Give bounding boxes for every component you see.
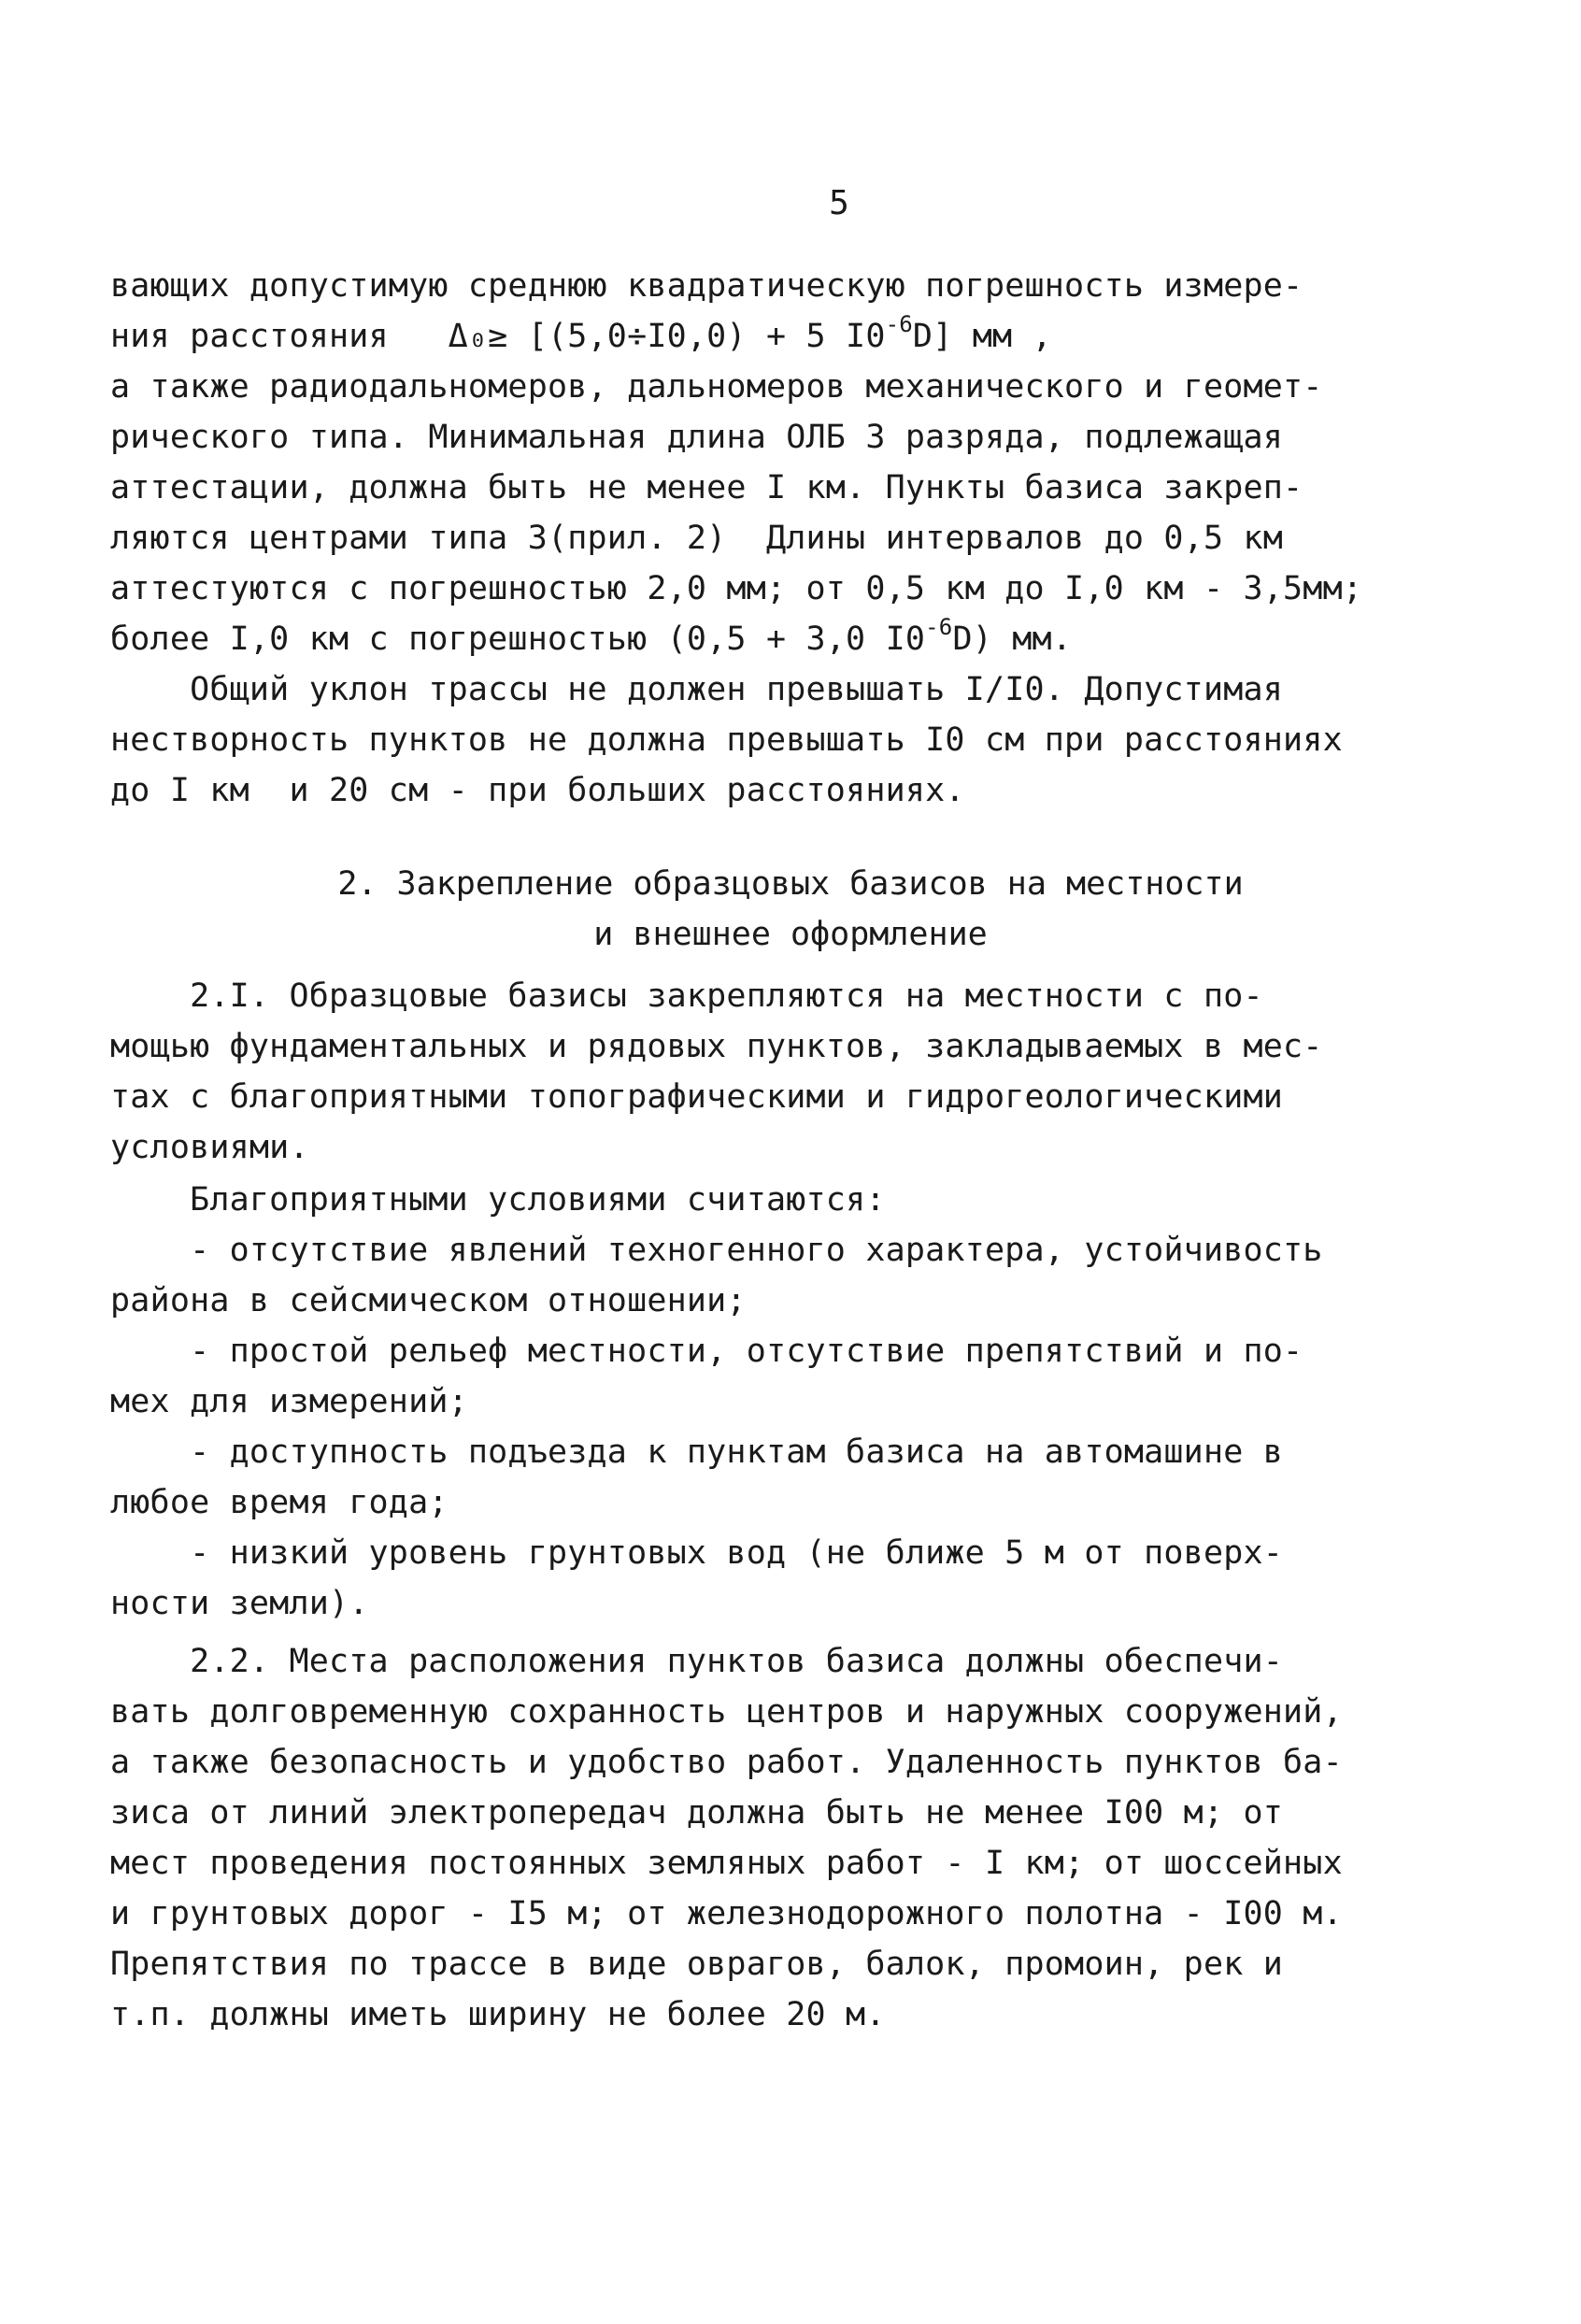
exponent: -6 [925, 614, 953, 640]
text-line: ляются центрами типа 3(прил. 2) Длины интервалов до 0,5 км [110, 520, 1284, 557]
page-number: 5 [829, 184, 849, 222]
text-line: вающих допустимую среднюю квадратическую погрешность измере- [110, 267, 1303, 305]
list-item-cont: любое время года; [110, 1484, 449, 1521]
text-line: Благоприятными условиями считаются: [110, 1181, 886, 1219]
formula-line [110, 614, 1362, 663]
list-item: - простой рельеф местности, отсутствие препятствий и по- [110, 1333, 1303, 1370]
text-line: Общий уклон трассы не должен превышать I/I0. Допустимая [110, 671, 1284, 708]
text-line: нестворность пунктов не должна превышать I0 см при расстояниях [110, 721, 1343, 759]
formula-text: ния расстояния Δ₀≥ [(5,0÷I0,0) + 5 I0 [110, 318, 886, 355]
section-heading-line2: и внешнее оформление [593, 916, 988, 953]
text-line: т.п. должны иметь ширину не более 20 м. [110, 1996, 886, 2033]
text-line: условиями. [110, 1129, 309, 1166]
text-line: мест проведения постоянных земляных работ - I км; от шоссейных [110, 1845, 1343, 1882]
list-item: - низкий уровень грунтовых вод (не ближе 5 м от поверх- [110, 1534, 1284, 1572]
text-line: аттестации, должна быть не менее I км. Пункты базиса закреп- [110, 469, 1303, 506]
section-heading: 2. Закрепление образцовых базисов на местности [337, 865, 1244, 903]
formula-text-end: D] мм , [912, 318, 1052, 355]
text-line: а также безопасность и удобство работ. Удаленность пунктов ба- [110, 1744, 1343, 1781]
list-item-cont: мех для измерений; [110, 1383, 468, 1420]
text-line: мощью фундаментальных и рядовых пунктов, закладываемых в мес- [110, 1028, 1323, 1065]
formula-line [110, 311, 1362, 360]
text-line: до I км и 20 см - при больших расстояниях. [110, 772, 965, 809]
list-item-cont: ности земли). [110, 1585, 369, 1622]
text-line: 2.I. Образцовые базисы закрепляются на местности с по- [110, 977, 1263, 1015]
text-line: Препятствия по трассе в виде оврагов, балок, промоин, рек и [110, 1946, 1284, 1983]
formula-text: более I,0 км с погрешностью (0,5 + 3,0 I0 [110, 620, 926, 658]
text-line: аттестуются с погрешностью 2,0 мм; от 0,5 км до I,0 км - 3,5мм; [110, 570, 1363, 607]
list-item-cont: района в сейсмическом отношении; [110, 1282, 747, 1319]
list-item: - доступность подъезда к пунктам базиса на автомашине в [110, 1433, 1284, 1471]
exponent: -6 [885, 311, 913, 337]
list-item: - отсутствие явлений техногенного характера, устойчивость [110, 1232, 1323, 1269]
text-line: вать долговременную сохранность центров и наружных сооружений, [110, 1693, 1343, 1731]
text-line: тах с благоприятными топографическими и гидрогеологическими [110, 1078, 1284, 1116]
formula-text-end: D) мм. [952, 620, 1073, 658]
text-line: зиса от линий электропередач должна быть не менее I00 м; от [110, 1794, 1284, 1832]
text-line: рического типа. Минимальная длина ОЛБ 3 разряда, подлежащая [110, 419, 1284, 456]
text-line: а также радиодальномеров, дальномеров механического и геомет- [110, 368, 1323, 406]
text-line: и грунтовых дорог - I5 м; от железнодорожного полотна - I00 м. [110, 1895, 1343, 1932]
text-line: 2.2. Места расположения пунктов базиса должны обеспечи- [110, 1643, 1284, 1680]
